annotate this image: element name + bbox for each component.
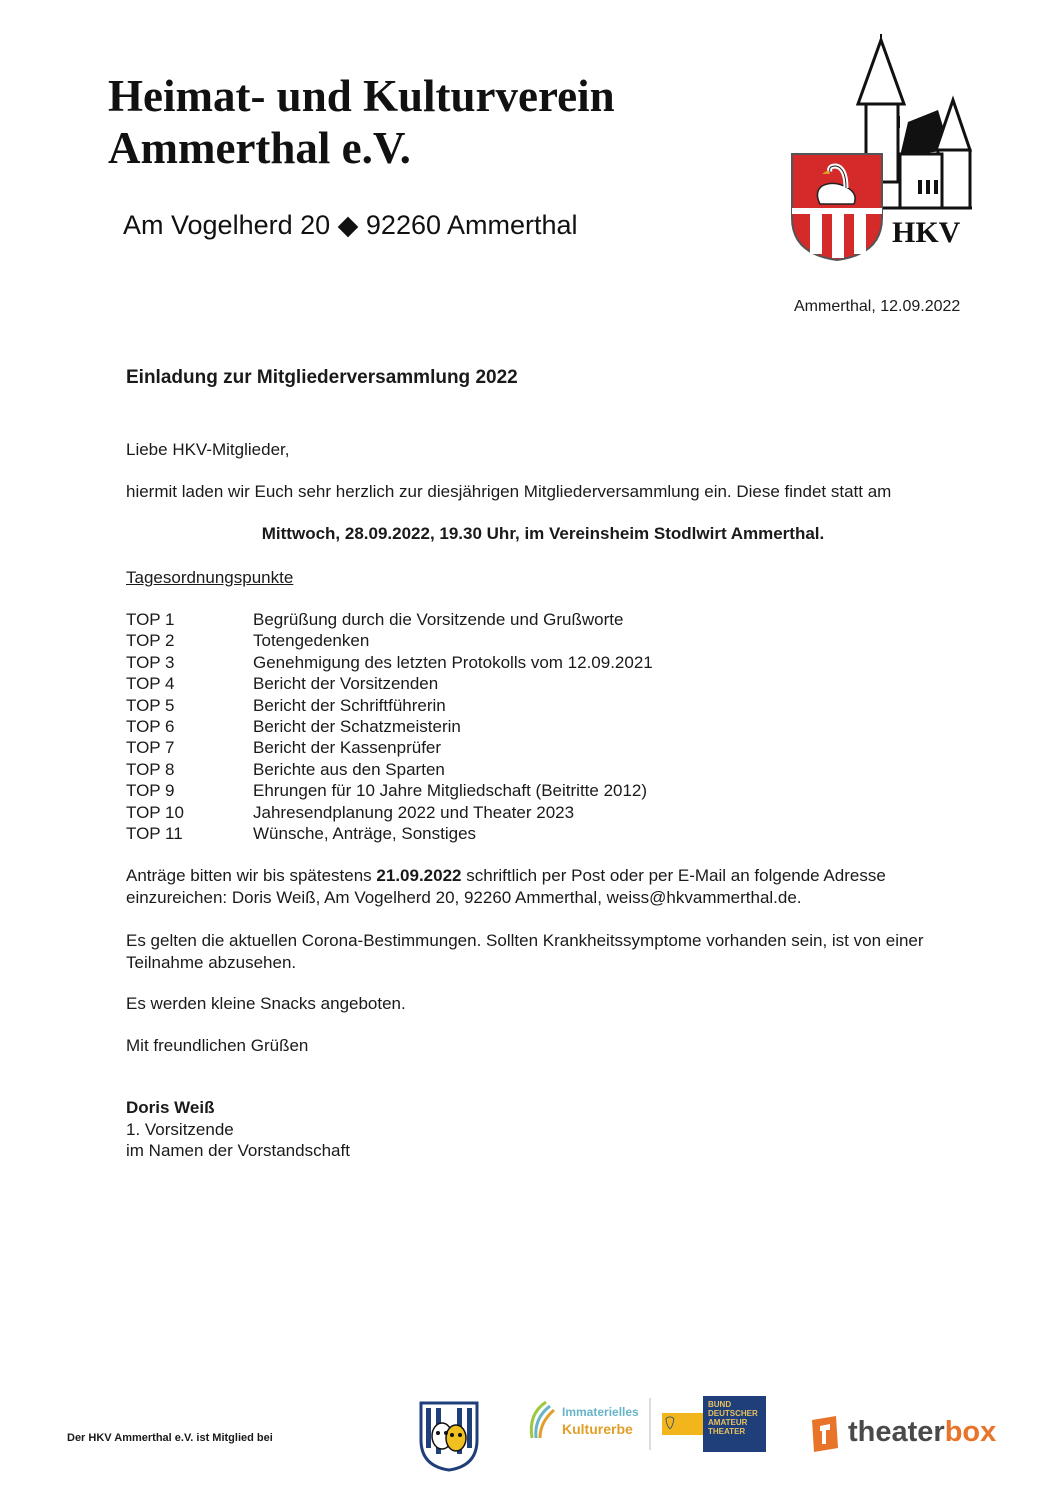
agenda-item-text: Bericht der Vorsitzenden [253, 674, 439, 694]
corona-paragraph: Es gelten die aktuellen Corona-Bestimmungen. Sollten Krankheitssymptome vorhanden sein, ist von einer Teilnahme abzusehen. [126, 931, 924, 972]
letter-subject: Einladung zur Mitgliederversammlung 2022 [126, 367, 518, 388]
theaterbox-word-box: box [944, 1416, 997, 1448]
agenda-item-number: TOP 9 [126, 781, 175, 801]
agenda-item-number: TOP 2 [126, 631, 175, 651]
agenda-item-number: TOP 11 [126, 823, 183, 843]
bdat-line: THEATER [708, 1427, 746, 1436]
agenda-item-number: TOP 1 [126, 610, 175, 629]
kulturerbe-line1: Immaterielles [562, 1405, 639, 1419]
signature-block [126, 1097, 350, 1162]
agenda-item [126, 780, 653, 801]
theaterbox-word-theater: theater [848, 1416, 945, 1448]
agenda-item-number: TOP 10 [126, 802, 184, 822]
bdat-logo [703, 1396, 766, 1452]
submission-text-after: schriftlich per Post oder per E-Mail an folgende Adresse einzureichen: Doris Weiß, Am Vogelherd 20, 92260 Ammerthal, weiss@hkvammerthal.de. [126, 866, 886, 907]
intro-text: hiermit laden wir Euch sehr herzlich zur diesjährigen Mitgliederversammlung ein. Diese findet statt am [126, 482, 892, 501]
kulturerbe-logo [526, 1394, 654, 1452]
meeting-details: Mittwoch, 28.09.2022, 19.30 Uhr, im Vereinsheim Stodlwirt Ammerthal. [261, 524, 825, 543]
organization-name-line1: Heimat- und Kulturverein [108, 71, 615, 121]
theaterbox-icon [808, 1414, 842, 1454]
agenda-item-text: Genehmigung des letzten Protokolls vom 12.09.2021 [253, 652, 653, 672]
crest-icon [792, 154, 882, 260]
hkv-logo [788, 32, 988, 264]
submission-paragraph [126, 865, 936, 908]
agenda-item [126, 609, 653, 630]
hkv-logo-text: HKV [892, 216, 961, 249]
agenda-item-number: TOP 7 [126, 738, 175, 758]
signature-on-behalf: im Namen der Vorstandschaft [126, 1141, 350, 1160]
agenda-list [126, 609, 653, 844]
bdat-line: BUND [708, 1400, 732, 1409]
agenda-item [126, 823, 653, 844]
agenda-item-number: TOP 3 [126, 652, 175, 672]
organization-address: Am Vogelherd 20 ◆ 92260 Ammerthal [123, 210, 578, 240]
agenda-item-text: Begrüßung durch die Vorsitzende und Grußworte [253, 610, 624, 629]
salutation: Liebe HKV-Mitglieder, [126, 440, 290, 459]
agenda-item-text: Bericht der Kassenprüfer [253, 738, 442, 758]
bdat-text [708, 1400, 758, 1436]
submission-text-before: Anträge bitten wir bis spätestens [126, 866, 377, 885]
agenda-item-text: Totengedenken [253, 631, 370, 651]
agenda-item-number: TOP 8 [126, 759, 175, 779]
agenda-item-text: Jahresendplanung 2022 und Theater 2023 [253, 802, 575, 822]
agenda-heading: Tagesordnungspunkte [126, 568, 294, 587]
agenda-item [126, 759, 653, 780]
bdat-mask-icon [662, 1396, 703, 1452]
agenda-item-text: Wünsche, Anträge, Sonstiges [253, 823, 477, 843]
agenda-item-text: Ehrungen für 10 Jahre Mitgliedschaft (Beitritte 2012) [253, 781, 648, 801]
agenda-item [126, 673, 653, 694]
signature-role: 1. Vorsitzende [126, 1119, 234, 1139]
kulturerbe-line2: Kulturerbe [562, 1421, 633, 1437]
agenda-item [126, 737, 653, 758]
agenda-item [126, 652, 653, 673]
membership-note: Der HKV Ammerthal e.V. ist Mitglied bei [67, 1432, 273, 1444]
bdat-line: DEUTSCHER [708, 1409, 758, 1418]
agenda-item-number: TOP 4 [126, 674, 175, 694]
agenda-item [126, 630, 653, 651]
agenda-item-text: Berichte aus den Sparten [253, 759, 445, 779]
agenda-item [126, 716, 653, 737]
closing-greeting: Mit freundlichen Grüßen [126, 1036, 309, 1055]
submission-deadline: 21.09.2022 [376, 866, 462, 885]
theater-masks-crest-icon [418, 1400, 480, 1472]
theaterbox-wordmark [848, 1416, 996, 1449]
organization-name-line2: Ammerthal e.V. [108, 123, 411, 173]
bdat-line: AMATEUR [708, 1418, 748, 1427]
signature-name: Doris Weiß [126, 1098, 215, 1117]
theaterbox-logo [808, 1414, 998, 1454]
agenda-item-text: Bericht der Schriftführerin [253, 695, 446, 715]
organization-name [108, 70, 615, 174]
agenda-item [126, 695, 653, 716]
agenda-item-number: TOP 6 [126, 716, 175, 736]
letter-date: Ammerthal, 12.09.2022 [794, 298, 961, 315]
agenda-item [126, 802, 653, 823]
snacks-paragraph: Es werden kleine Snacks angeboten. [126, 994, 406, 1013]
agenda-item-text: Bericht der Schatzmeisterin [253, 716, 461, 736]
agenda-item-number: TOP 5 [126, 695, 175, 715]
